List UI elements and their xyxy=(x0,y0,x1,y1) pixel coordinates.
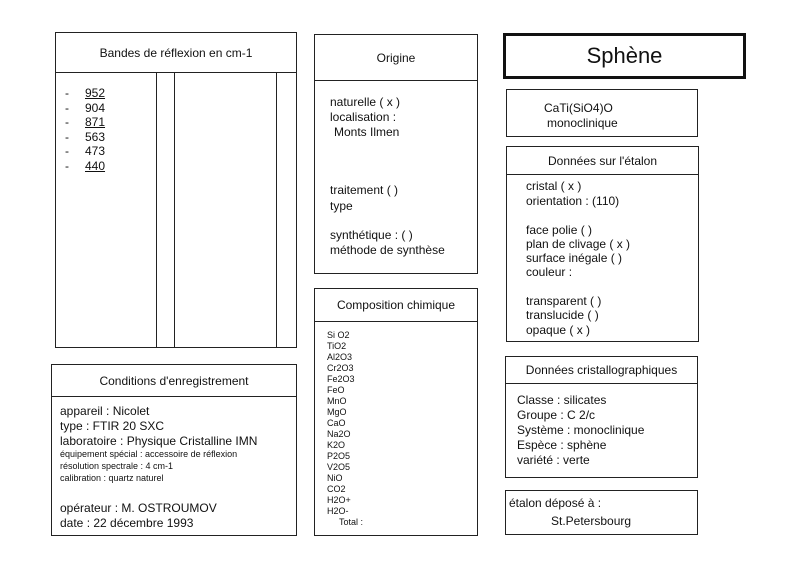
oxide-item: TiO2 xyxy=(327,341,347,351)
peak-value: 952 xyxy=(85,86,106,100)
oxide-item: Cr2O3 xyxy=(327,363,354,373)
crystallographic-header xyxy=(506,357,697,384)
composition-header xyxy=(315,289,477,322)
peak-row xyxy=(65,159,105,174)
colour-field: couleur : xyxy=(526,265,573,279)
instrument-type-field: type : FTIR 20 SXC xyxy=(60,419,165,433)
mineral-name-box xyxy=(503,33,746,79)
reflection-bands-panel xyxy=(55,32,297,348)
peak-row xyxy=(65,115,105,130)
sample-data-title: Données sur l'étalon xyxy=(547,153,658,168)
peak-value: 563 xyxy=(85,129,106,144)
oxide-item: Fe2O3 xyxy=(327,374,355,384)
sample-data-panel xyxy=(506,146,699,342)
peak-row xyxy=(65,130,105,145)
oxide-item: MgO xyxy=(327,407,347,417)
formula-box xyxy=(506,89,698,137)
sample-data-header xyxy=(507,147,698,175)
oxide-item: Si O2 xyxy=(327,330,350,340)
oxide-item: K2O xyxy=(327,440,346,450)
conditions-title: Conditions d'enregistrement xyxy=(99,373,249,388)
deposit-label: étalon déposé à : xyxy=(509,496,602,510)
type-field: type xyxy=(330,199,353,213)
transparent-field: transparent ( ) xyxy=(526,294,602,308)
treatment-field: traitement ( ) xyxy=(330,183,399,197)
column-divider xyxy=(174,73,175,347)
origin-title: Origine xyxy=(376,50,416,65)
column-divider xyxy=(156,73,157,347)
peak-dash: - xyxy=(65,86,69,100)
laboratory-field: laboratoire : Physique Cristalline IMN xyxy=(60,434,258,448)
reflection-bands-title: Bandes de réflexion en cm-1 xyxy=(99,45,253,60)
origin-header xyxy=(315,35,477,81)
conditions-header xyxy=(52,365,296,397)
peak-dash: - xyxy=(65,144,69,158)
oxide-item: V2O5 xyxy=(327,462,351,472)
translucent-field: translucide ( ) xyxy=(526,308,599,322)
locality-label: localisation : xyxy=(330,110,397,124)
synthetic-field: synthétique : ( ) xyxy=(330,228,413,242)
variety-field: variété : verte xyxy=(517,453,590,467)
polished-face-field: face polie ( ) xyxy=(526,223,593,237)
orientation-field: orientation : (110) xyxy=(526,194,620,208)
synthesis-method-field: méthode de synthèse xyxy=(330,243,445,257)
column-divider xyxy=(276,73,277,347)
peak-list xyxy=(65,86,105,173)
reflection-bands-header xyxy=(56,33,296,73)
recording-conditions-panel xyxy=(51,364,297,536)
crystal-field: cristal ( x ) xyxy=(526,179,582,193)
oxide-item: NiO xyxy=(327,473,343,483)
peak-value: 904 xyxy=(85,100,106,115)
peak-row xyxy=(65,101,105,116)
origin-panel xyxy=(314,34,478,274)
system-field: Système : monoclinique xyxy=(517,423,645,437)
oxide-item: CaO xyxy=(327,418,346,428)
peak-value: 871 xyxy=(85,115,106,129)
special-equipment-field: équipement spécial : accessoire de réflexion xyxy=(60,449,238,459)
peak-value: 473 xyxy=(85,144,106,158)
spectral-resolution-field: résolution spectrale : 4 cm-1 xyxy=(60,461,174,471)
date-field: date : 22 décembre 1993 xyxy=(60,516,194,530)
mineral-name: Sphène xyxy=(586,43,663,68)
composition-total: Total : xyxy=(339,517,364,527)
peak-value: 440 xyxy=(85,158,106,173)
composition-title: Composition chimique xyxy=(336,298,456,312)
peak-row xyxy=(65,86,105,101)
opaque-field: opaque ( x ) xyxy=(526,323,591,337)
oxide-item: H2O+ xyxy=(327,495,351,505)
chemical-composition-panel xyxy=(314,288,478,536)
crystallographic-title: Données cristallographiques xyxy=(525,363,678,377)
oxide-item: Al2O3 xyxy=(327,352,353,362)
locality-value: Monts Ilmen xyxy=(334,125,400,139)
peak-dash: - xyxy=(65,115,69,129)
cleavage-plane-field: plan de clivage ( x ) xyxy=(526,237,631,251)
oxide-list xyxy=(327,330,363,528)
species-field: Espèce : sphène xyxy=(517,438,607,452)
instrument-field: appareil : Nicolet xyxy=(60,404,150,418)
peak-dash: - xyxy=(65,129,69,144)
oxide-item: Na2O xyxy=(327,429,351,439)
crystallographic-data-panel xyxy=(505,356,698,478)
oxide-item: FeO xyxy=(327,385,345,395)
group-field: Groupe : C 2/c xyxy=(517,408,596,422)
oxide-item: CO2 xyxy=(327,484,346,494)
peak-dash: - xyxy=(65,158,69,173)
deposit-place: St.Petersbourg xyxy=(551,514,632,528)
oxide-item: MnO xyxy=(327,396,347,406)
oxide-item: H2O- xyxy=(327,506,349,516)
oxide-item: P2O5 xyxy=(327,451,351,461)
calibration-field: calibration : quartz naturel xyxy=(60,473,164,483)
class-field: Classe : silicates xyxy=(517,393,607,407)
natural-field: naturelle ( x ) xyxy=(330,95,401,109)
peak-row xyxy=(65,144,105,159)
uneven-surface-field: surface inégale ( ) xyxy=(526,251,623,265)
deposit-box xyxy=(505,490,698,535)
peak-dash: - xyxy=(65,100,69,115)
crystal-system: monoclinique xyxy=(547,116,618,130)
mineral-formula: CaTi(SiO4)O xyxy=(544,101,613,115)
operator-field: opérateur : M. OSTROUMOV xyxy=(60,501,217,515)
